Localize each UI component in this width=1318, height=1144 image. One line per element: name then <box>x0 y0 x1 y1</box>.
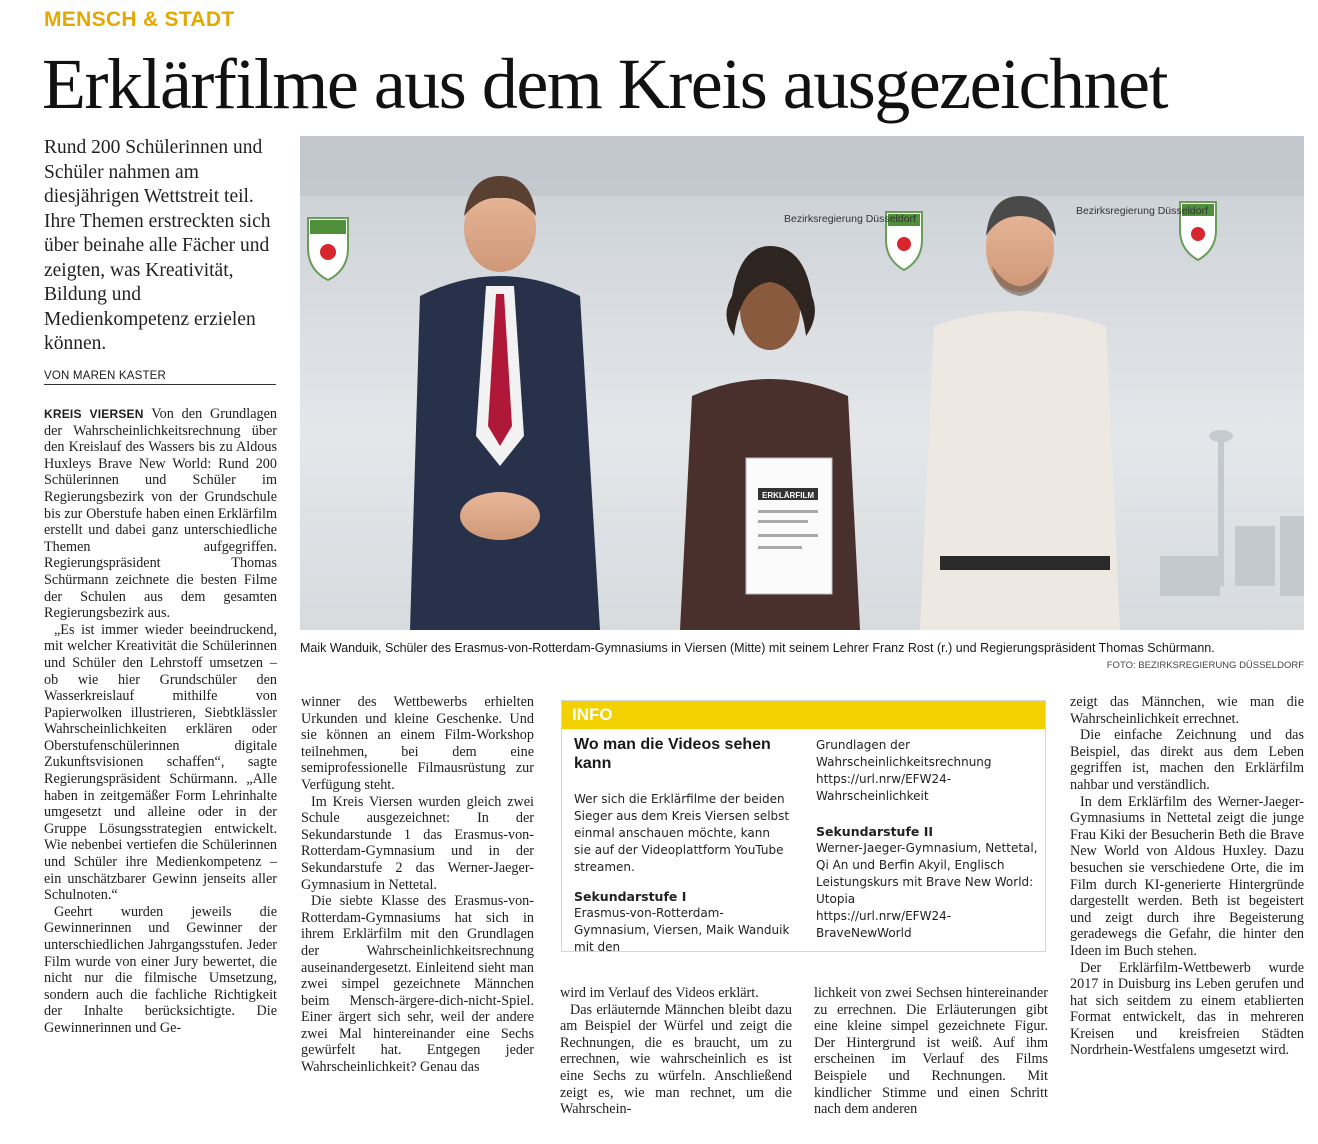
paragraph <box>44 406 277 622</box>
headline: Erklärfilme aus dem Kreis ausgezeichnet <box>42 44 1167 124</box>
info-box-title: Wo man die Videos sehen kann <box>574 736 771 772</box>
paragraph: Geehrt wurden jeweils die Gewinnerinnen und Gewinner der unterschiedlichen Jahrgangsstufen. Jeder Film wurde von einer Jury bewertet, die nicht nur die filmische Umsetzung, sondern auch die fachliche Richtigkeit der Inhalte berücksichtigte. Die Gewinnerinnen und Ge- <box>44 903 277 1036</box>
paragraph: wird im Verlauf des Videos erklärt. <box>560 985 759 1001</box>
info-box <box>561 700 1046 952</box>
info-box-column-left <box>574 791 790 956</box>
paragraph: Die einfache Zeichnung und das Beispiel, das direkt aus dem Leben gegriffen ist, machen den Erklärfilm nahbar und verständlich. <box>1070 727 1304 793</box>
paragraph: „Es ist immer wieder beeindruckend, mit welcher Kreativität die Schülerinnen und Schüler den Lehrstoff umsetzen – ob wie hier Grundschüler den Wasserkreislauf mithilfe von Papierwolken illustrieren, Siebtklässler Wahrscheinlichkeiten erklären oder Oberstufenschülerinnen digitale Zukunftsvisionen schaffen“, sagte Regierungspräsident Schürmann. „Alle haben in zeitgemäßer Form Lehrinhalte umgesetzt und alleine oder in der Gruppe Lösungsstrategien entwickelt. Wie nebenbei vertiefen die Schülerinnen und Schüler ihre Medienkompetenz – ein unschätzbarer Gewinn jenseits aller Schulnoten.“ <box>44 621 277 904</box>
article-column-3 <box>560 985 792 1118</box>
lead-paragraph <box>44 136 284 357</box>
info-sek1-link[interactable]: https://url.nrw/EFW24-Wahrscheinlichkeit <box>816 772 952 803</box>
article-column-5 <box>1070 694 1304 1059</box>
info-box-column-right <box>816 737 1038 942</box>
info-sek1-title: Sekundarstufe I <box>574 889 687 904</box>
photo-caption: Maik Wanduik, Schüler des Erasmus-von-Rotterdam-Gymnasiums in Viersen (Mitte) mit seinem Lehrer Franz Rost (r.) und Regierungspräsident Thomas Schürmann. <box>300 641 1215 655</box>
author-byline: VON MAREN KASTER <box>44 370 276 385</box>
photo-credit: FOTO: BEZIRKSREGIERUNG DÜSSELDORF <box>1106 660 1304 671</box>
paragraph: Die siebte Klasse des Erasmus-von-Rotterdam-Gymnasiums hat sich in ihrem Erklärfilm mit den Grundlagen der Wahrscheinlichkeitsrechnung auseinandergesetzt. Einleitend sieht man zwei simpel gezeichnete Männchen beim Mensch-ärgere-dich-nicht-Spiel. Einer ärgert sich sehr, weil der andere zwei Mal hintereinander eine Sechs gewürfelt hat. Entgegen jeder Wahrscheinlichkeit? Genau das <box>301 893 534 1076</box>
info-sek2-title: Sekundarstufe II <box>816 824 934 839</box>
backdrop-label-left: Bezirksregierung Düsseldorf <box>784 213 916 225</box>
paragraph: winner des Wettbewerbs erhielten Urkunden und kleine Geschenke. Und sie können an einem Film-Workshop teilnehmen, bei dem eine semiprofessionelle Filmausrüstung zur Verfügung steht. <box>301 694 534 793</box>
paragraph: Das erläuternde Männchen bleibt dazu am Beispiel der Würfel und zeigt die Rechnungen, die es braucht, um zu errechnen, wie wahrscheinlich es ist eine Sechs zu würfeln. Anschließend zeigt es, wie man rechnet, um die Wahrschein- <box>560 1001 792 1118</box>
lead-text: Rund 200 Schülerinnen und Schüler nahmen am diesjährigen Wettstreit teil. Ihre Themen erstreckten sich über beinahe alle Fächer und zeigten, was Kreativität, Bildung und Medienkompetenz erzielen können. <box>44 137 271 354</box>
paragraph: Der Erklärfilm-Wettbewerb wurde 2017 in Duisburg ins Leben gerufen und hat sich seitdem zu einem etablierten Format entwickelt, das in mehreren Kreisen und kreisfreien Städten Nordrhein-Westfalens umgesetzt wird. <box>1070 959 1304 1059</box>
section-rubric: MENSCH & STADT <box>44 8 235 31</box>
article-column-2 <box>301 694 534 1076</box>
info-intro: Wer sich die Erklärfilme der beiden Sieger aus dem Kreis Viersen selbst einmal anschauen möchte, kann sie auf der Videoplattform YouTube streamen. <box>574 792 790 874</box>
certificate-title: ERKLÄRFILM <box>762 491 814 500</box>
certificate <box>746 458 832 594</box>
dateline-kicker: KREIS VIERSEN <box>44 407 144 421</box>
article-column-4 <box>814 985 1048 1118</box>
backdrop-label-right: Bezirksregierung Düsseldorf <box>1076 205 1208 217</box>
info-sek2-link[interactable]: https://url.nrw/EFW24-BraveNewWorld <box>816 909 952 940</box>
photo-illustration <box>300 136 1304 630</box>
info-sek1-continued: Grundlagen der Wahrscheinlichkeitsrechnung <box>816 738 992 769</box>
paragraph: zeigt das Männchen, wie man die Wahrscheinlichkeit errechnet. <box>1070 694 1304 727</box>
paragraph: Im Kreis Viersen wurden gleich zwei Schule ausgezeichnet: In der Sekundarstunde 1 das Erasmus-von-Rotterdam-Gymnasium und in der Sekundarstufe 2 das Werner-Jaeger-Gymnasium in Nettetal. <box>301 793 534 893</box>
paragraph: In dem Erklärfilm des Werner-Jaeger-Gymnasiums in Nettetal zeigt die junge Frau Kiki der Besucherin Beth die Brave New World von Aldous Huxley. Dazu besuchen sie verschiedene Orte, die im Film durch KI-generierte Hintergründe dargestellt werden. Beth ist begeistert und zeigt durch ihre Begeisterung geradewegs die Gefahr, die hinter den Ideen im Buch stehen. <box>1070 793 1304 959</box>
info-box-label: INFO <box>562 701 1045 729</box>
article-column-1 <box>44 406 277 1037</box>
info-sek2-text: Werner-Jaeger-Gymnasium, Nettetal, Qi An und Berfin Akyil, Englisch Leistungskurs mit Brave New World: Utopia <box>816 841 1038 906</box>
info-sek1-text: Erasmus-von-Rotterdam-Gymnasium, Viersen, Maik Wanduik mit den <box>574 906 790 954</box>
article-photo <box>300 136 1304 630</box>
paragraph: lichkeit von zwei Sechsen hintereinander zu errechnen. Die Erläuterungen gibt eine kleine simpel gezeichnete Figur. Der Hintergrund ist weiß. Auf ihm erscheinen im Verlauf des Films Beispiele und Rechnungen. Mit kindlicher Stimme und einen Schritt nach dem anderen <box>814 985 1048 1118</box>
paragraph-text: Von den Grundlagen der Wahrscheinlichkeitsrechnung über den Kreislauf des Wassers bis zu Aldous Huxleys Brave New World: Rund 200 Schülerinnen und Schüler im Regierungsbezirk von der Grundschule bis zur Oberstufe haben einen Erklärfilm erstellt und dabei ganz unterschiedliche Themen aufgegriffen. Regierungspräsident Thomas Schürmann zeichnete die besten Filme der Schulen aus dem gesamten Regierungsbezirk aus. <box>44 406 277 622</box>
